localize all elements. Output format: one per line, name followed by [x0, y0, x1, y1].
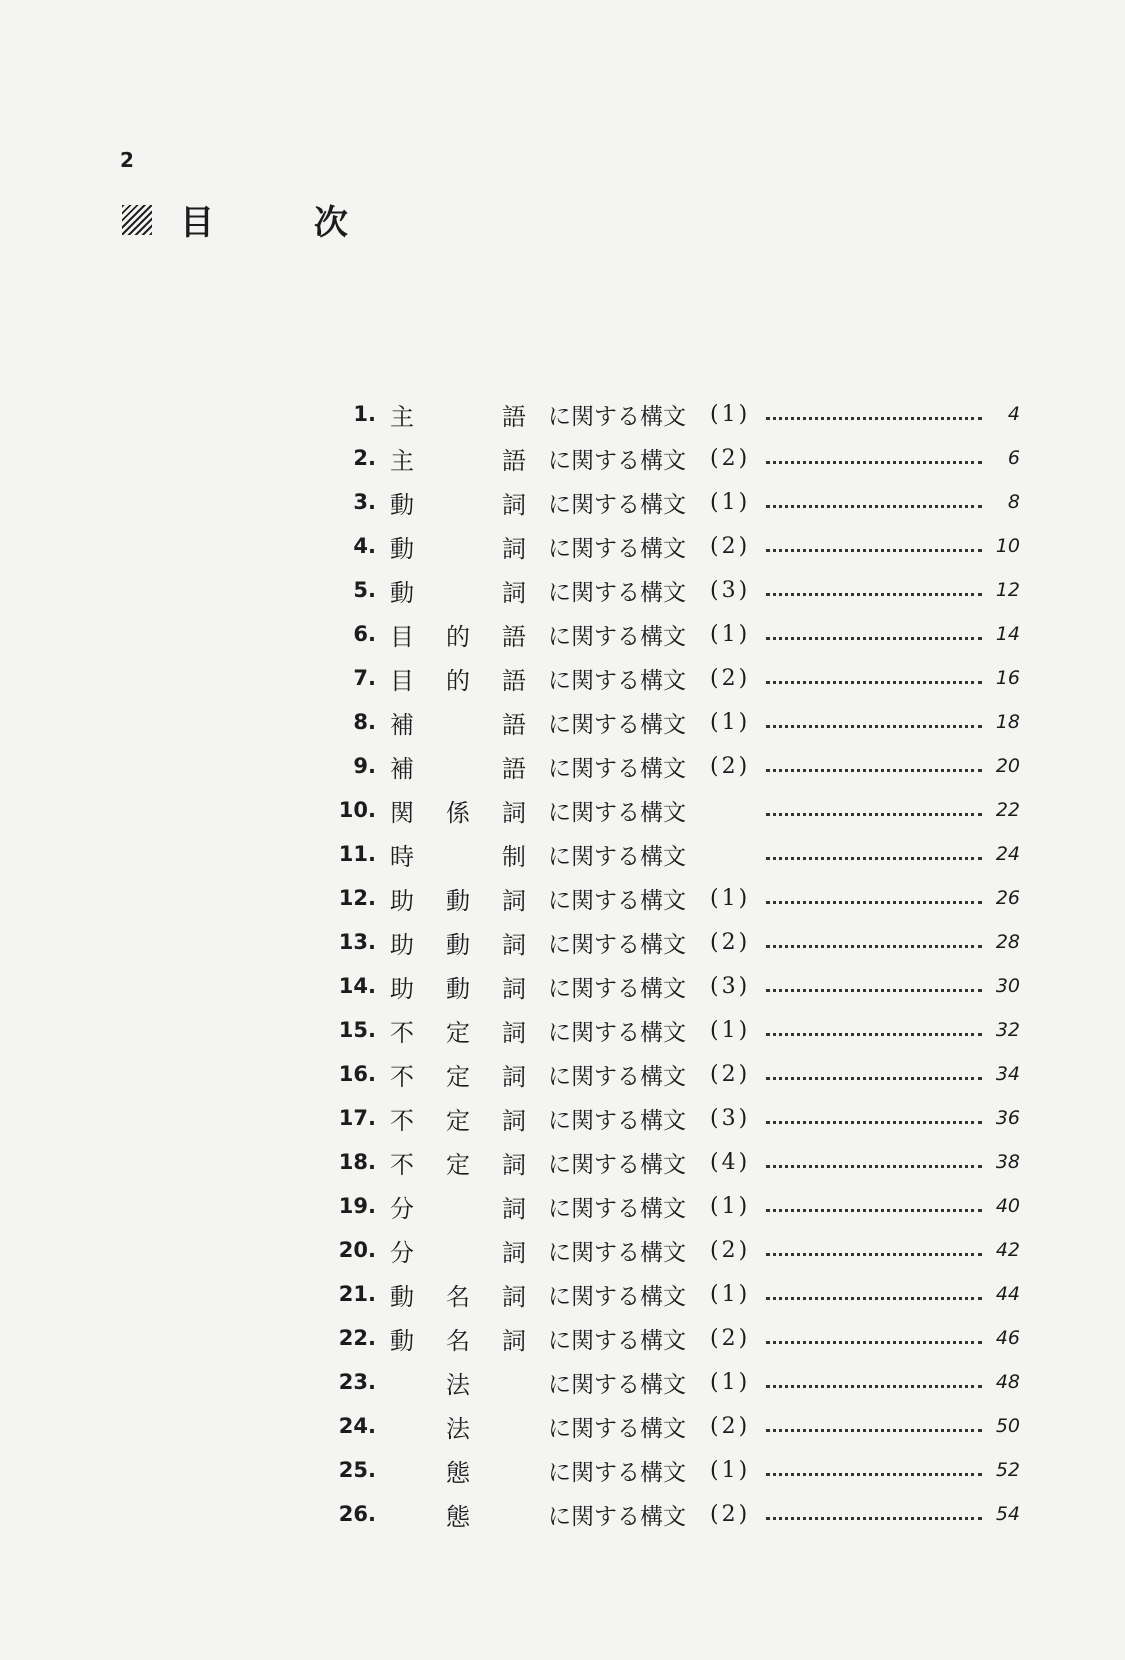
entry-topic: に関する構文 — [548, 887, 686, 914]
subject-char: 名 — [446, 1326, 470, 1355]
entry-part: (1) — [710, 1017, 751, 1043]
dot-leader — [766, 591, 982, 596]
toc-entry — [308, 832, 1020, 876]
entry-page-number: 40 — [995, 1195, 1020, 1217]
entry-subject — [388, 881, 528, 916]
entry-subject — [388, 1321, 528, 1356]
entry-topic: に関する構文 — [548, 1107, 686, 1134]
entry-subject — [388, 573, 528, 608]
subject-char: 関 — [390, 798, 414, 827]
page-number: 2 — [120, 148, 134, 172]
entry-subject — [388, 661, 528, 696]
subject-char — [444, 1189, 472, 1224]
entry-number: 17. — [338, 1106, 376, 1130]
subject-char — [444, 397, 472, 432]
entry-part: (2) — [710, 1501, 751, 1527]
entry-part: (1) — [710, 885, 751, 911]
entry-page-number: 12 — [995, 579, 1020, 601]
subject-char — [500, 1365, 528, 1400]
entry-page-number: 14 — [995, 623, 1020, 645]
dot-leader — [766, 1427, 982, 1432]
entry-number: 8. — [353, 710, 376, 734]
entry-page-number: 18 — [995, 711, 1020, 733]
entry-number: 3. — [353, 490, 376, 514]
entry-topic: に関する構文 — [548, 975, 686, 1002]
subject-char: 目 — [390, 666, 414, 695]
subject-char: 詞 — [502, 974, 526, 1003]
entry-page-number: 10 — [995, 535, 1020, 557]
dot-leader — [766, 1383, 982, 1388]
toc-entry — [308, 1404, 1020, 1448]
toc-heading — [122, 195, 392, 244]
entry-page-number: 48 — [995, 1371, 1020, 1393]
subject-char — [388, 1365, 416, 1400]
toc-entry — [308, 612, 1020, 656]
dot-leader — [766, 1515, 982, 1520]
subject-char: 主 — [390, 446, 414, 475]
subject-char: 詞 — [502, 1018, 526, 1047]
entry-part: (2) — [710, 1061, 751, 1087]
subject-char: 動 — [390, 490, 414, 519]
subject-char: 詞 — [502, 1062, 526, 1091]
entry-part: (2) — [710, 929, 751, 955]
subject-char — [444, 441, 472, 476]
dot-leader — [766, 767, 982, 772]
entry-subject — [388, 749, 528, 784]
entry-subject — [388, 529, 528, 564]
entry-topic: に関する構文 — [548, 755, 686, 782]
entry-page-number: 34 — [995, 1063, 1020, 1085]
entry-number: 15. — [338, 1018, 376, 1042]
subject-char: 語 — [502, 754, 526, 783]
subject-char: 詞 — [502, 534, 526, 563]
subject-char: 定 — [446, 1106, 470, 1135]
hatched-square-icon — [122, 205, 152, 235]
entry-topic: に関する構文 — [548, 711, 686, 738]
subject-char: 動 — [446, 886, 470, 915]
entry-number: 21. — [338, 1282, 376, 1306]
entry-page-number: 6 — [1007, 447, 1020, 469]
subject-char: 助 — [390, 930, 414, 959]
subject-char — [500, 1497, 528, 1532]
entry-subject — [388, 1277, 528, 1312]
entry-topic: に関する構文 — [548, 1415, 686, 1442]
subject-char: 分 — [390, 1194, 414, 1223]
subject-char: 不 — [390, 1062, 414, 1091]
dot-leader — [766, 503, 982, 508]
subject-char: 的 — [446, 622, 470, 651]
subject-char: 動 — [446, 974, 470, 1003]
entry-subject — [388, 1453, 528, 1488]
dot-leader — [766, 1075, 982, 1080]
subject-char: 目 — [390, 622, 414, 651]
dot-leader — [766, 1163, 982, 1168]
subject-char: 動 — [390, 578, 414, 607]
entry-subject — [388, 793, 528, 828]
entry-subject — [388, 1233, 528, 1268]
entry-number: 22. — [338, 1326, 376, 1350]
subject-char: 語 — [502, 622, 526, 651]
dot-leader — [766, 679, 982, 684]
subject-char: 的 — [446, 666, 470, 695]
entry-topic: に関する構文 — [548, 579, 686, 606]
entry-page-number: 16 — [995, 667, 1020, 689]
dot-leader — [766, 1295, 982, 1300]
entry-part: (2) — [710, 445, 751, 471]
entry-part: (1) — [710, 709, 751, 735]
toc-entry — [308, 1448, 1020, 1492]
entry-topic: に関する構文 — [548, 1019, 686, 1046]
subject-char — [500, 1453, 528, 1488]
entry-part: (2) — [710, 1325, 751, 1351]
entry-page-number: 54 — [995, 1503, 1020, 1525]
subject-char: 分 — [390, 1238, 414, 1267]
dot-leader — [766, 723, 982, 728]
entry-topic: に関する構文 — [548, 1063, 686, 1090]
subject-char: 詞 — [502, 886, 526, 915]
entry-part: (3) — [710, 1105, 751, 1131]
subject-char: 詞 — [502, 578, 526, 607]
entry-topic: に関する構文 — [548, 491, 686, 518]
toc-entry — [308, 1184, 1020, 1228]
entry-part: (1) — [710, 1193, 751, 1219]
entry-subject — [388, 1365, 528, 1400]
entry-topic: に関する構文 — [548, 1283, 686, 1310]
subject-char: 詞 — [502, 1194, 526, 1223]
entry-topic: に関する構文 — [548, 1239, 686, 1266]
subject-char: 詞 — [502, 490, 526, 519]
toc-entry — [308, 524, 1020, 568]
entry-part: (1) — [710, 489, 751, 515]
toc-entry — [308, 568, 1020, 612]
entry-subject — [388, 1057, 528, 1092]
subject-char — [388, 1409, 416, 1444]
entry-topic: に関する構文 — [548, 623, 686, 650]
subject-char: 法 — [446, 1414, 470, 1443]
dot-leader — [766, 635, 982, 640]
entry-page-number: 30 — [995, 975, 1020, 997]
subject-char: 法 — [446, 1370, 470, 1399]
toc-entry — [308, 744, 1020, 788]
toc-entry — [308, 920, 1020, 964]
dot-leader — [766, 811, 982, 816]
subject-char: 語 — [502, 402, 526, 431]
entry-number: 2. — [353, 446, 376, 470]
entry-page-number: 26 — [995, 887, 1020, 909]
entry-part: (1) — [710, 401, 751, 427]
dot-leader — [766, 1207, 982, 1212]
entry-number: 24. — [338, 1414, 376, 1438]
entry-part: (4) — [710, 1149, 751, 1175]
subject-char — [388, 1453, 416, 1488]
dot-leader — [766, 1339, 982, 1344]
entry-page-number: 52 — [995, 1459, 1020, 1481]
entry-page-number: 24 — [995, 843, 1020, 865]
subject-char: 詞 — [502, 1150, 526, 1179]
entry-subject — [388, 925, 528, 960]
entry-subject — [388, 397, 528, 432]
subject-char: 動 — [390, 1282, 414, 1311]
entry-number: 25. — [338, 1458, 376, 1482]
subject-char: 助 — [390, 886, 414, 915]
toc-entry — [308, 1316, 1020, 1360]
entry-subject — [388, 1101, 528, 1136]
toc-entry — [308, 1140, 1020, 1184]
subject-char: 語 — [502, 446, 526, 475]
subject-char — [444, 705, 472, 740]
entry-number: 10. — [338, 798, 376, 822]
toc-entry — [308, 392, 1020, 436]
toc-entry — [308, 436, 1020, 480]
page-title: 目 次 — [180, 203, 392, 243]
entry-topic: に関する構文 — [548, 535, 686, 562]
entry-part: (2) — [710, 1237, 751, 1263]
table-of-contents — [308, 392, 1020, 1536]
entry-page-number: 32 — [995, 1019, 1020, 1041]
entry-subject — [388, 441, 528, 476]
toc-entry — [308, 964, 1020, 1008]
entry-topic: に関する構文 — [548, 1371, 686, 1398]
toc-entry — [308, 700, 1020, 744]
dot-leader — [766, 459, 982, 464]
entry-page-number: 46 — [995, 1327, 1020, 1349]
dot-leader — [766, 943, 982, 948]
entry-number: 13. — [338, 930, 376, 954]
toc-entry — [308, 1008, 1020, 1052]
subject-char: 詞 — [502, 1282, 526, 1311]
entry-page-number: 44 — [995, 1283, 1020, 1305]
entry-subject — [388, 1145, 528, 1180]
entry-subject — [388, 485, 528, 520]
subject-char: 詞 — [502, 930, 526, 959]
entry-subject — [388, 1497, 528, 1532]
toc-entry — [308, 480, 1020, 524]
entry-part: (1) — [710, 1281, 751, 1307]
dot-leader — [766, 855, 982, 860]
entry-subject — [388, 1189, 528, 1224]
subject-char — [444, 749, 472, 784]
subject-char: 態 — [446, 1458, 470, 1487]
toc-entry — [308, 1228, 1020, 1272]
entry-subject — [388, 705, 528, 740]
dot-leader — [766, 1471, 982, 1476]
entry-number: 20. — [338, 1238, 376, 1262]
subject-char: 主 — [390, 402, 414, 431]
entry-part: (2) — [710, 1413, 751, 1439]
entry-topic: に関する構文 — [548, 1151, 686, 1178]
entry-part: (2) — [710, 533, 751, 559]
entry-page-number: 36 — [995, 1107, 1020, 1129]
dot-leader — [766, 1031, 982, 1036]
entry-page-number: 22 — [995, 799, 1020, 821]
entry-number: 16. — [338, 1062, 376, 1086]
entry-part: (1) — [710, 621, 751, 647]
entry-part: (3) — [710, 973, 751, 999]
entry-part: (2) — [710, 753, 751, 779]
subject-char: 詞 — [502, 1238, 526, 1267]
entry-number: 11. — [338, 842, 376, 866]
entry-number: 9. — [353, 754, 376, 778]
entry-topic: に関する構文 — [548, 1327, 686, 1354]
entry-topic: に関する構文 — [548, 403, 686, 430]
entry-number: 1. — [353, 402, 376, 426]
entry-part: (2) — [710, 665, 751, 691]
subject-char: 不 — [390, 1150, 414, 1179]
subject-char: 詞 — [502, 798, 526, 827]
subject-char: 語 — [502, 710, 526, 739]
entry-page-number: 28 — [995, 931, 1020, 953]
dot-leader — [766, 415, 982, 420]
dot-leader — [766, 987, 982, 992]
entry-subject — [388, 617, 528, 652]
subject-char: 時 — [390, 842, 414, 871]
subject-char — [444, 573, 472, 608]
entry-subject — [388, 1013, 528, 1048]
entry-number: 14. — [338, 974, 376, 998]
entry-topic: に関する構文 — [548, 667, 686, 694]
entry-part: (1) — [710, 1457, 751, 1483]
entry-topic: に関する構文 — [548, 1195, 686, 1222]
subject-char: 不 — [390, 1106, 414, 1135]
entry-number: 4. — [353, 534, 376, 558]
subject-char: 不 — [390, 1018, 414, 1047]
entry-subject — [388, 837, 528, 872]
entry-subject — [388, 1409, 528, 1444]
subject-char: 態 — [446, 1502, 470, 1531]
subject-char: 補 — [390, 754, 414, 783]
entry-page-number: 20 — [995, 755, 1020, 777]
subject-char: 定 — [446, 1150, 470, 1179]
entry-part: (3) — [710, 577, 751, 603]
toc-entry — [308, 788, 1020, 832]
entry-number: 26. — [338, 1502, 376, 1526]
subject-char: 詞 — [502, 1326, 526, 1355]
entry-topic: に関する構文 — [548, 799, 686, 826]
dot-leader — [766, 547, 982, 552]
subject-char: 助 — [390, 974, 414, 1003]
subject-char: 動 — [390, 1326, 414, 1355]
dot-leader — [766, 1251, 982, 1256]
entry-page-number: 38 — [995, 1151, 1020, 1173]
toc-entry — [308, 1096, 1020, 1140]
entry-page-number: 42 — [995, 1239, 1020, 1261]
subject-char: 定 — [446, 1062, 470, 1091]
entry-number: 7. — [353, 666, 376, 690]
subject-char — [500, 1409, 528, 1444]
subject-char: 詞 — [502, 1106, 526, 1135]
dot-leader — [766, 899, 982, 904]
toc-entry — [308, 1052, 1020, 1096]
subject-char: 補 — [390, 710, 414, 739]
subject-char — [444, 485, 472, 520]
subject-char: 語 — [502, 666, 526, 695]
subject-char — [444, 837, 472, 872]
entry-topic: に関する構文 — [548, 843, 686, 870]
dot-leader — [766, 1119, 982, 1124]
subject-char: 定 — [446, 1018, 470, 1047]
entry-number: 5. — [353, 578, 376, 602]
entry-number: 19. — [338, 1194, 376, 1218]
entry-number: 6. — [353, 622, 376, 646]
entry-topic: に関する構文 — [548, 447, 686, 474]
subject-char: 動 — [390, 534, 414, 563]
toc-entry — [308, 1360, 1020, 1404]
subject-char — [444, 529, 472, 564]
entry-number: 12. — [338, 886, 376, 910]
toc-entry — [308, 876, 1020, 920]
toc-entry — [308, 1272, 1020, 1316]
entry-part: (1) — [710, 1369, 751, 1395]
entry-number: 23. — [338, 1370, 376, 1394]
toc-entry — [308, 656, 1020, 700]
entry-page-number: 8 — [1007, 491, 1020, 513]
subject-char: 制 — [502, 842, 526, 871]
entry-page-number: 50 — [995, 1415, 1020, 1437]
entry-topic: に関する構文 — [548, 1459, 686, 1486]
entry-topic: に関する構文 — [548, 931, 686, 958]
subject-char: 係 — [446, 798, 470, 827]
entry-topic: に関する構文 — [548, 1503, 686, 1530]
entry-page-number: 4 — [1007, 403, 1020, 425]
subject-char: 動 — [446, 930, 470, 959]
entry-subject — [388, 969, 528, 1004]
subject-char — [444, 1233, 472, 1268]
entry-number: 18. — [338, 1150, 376, 1174]
toc-entry — [308, 1492, 1020, 1536]
subject-char: 名 — [446, 1282, 470, 1311]
subject-char — [388, 1497, 416, 1532]
